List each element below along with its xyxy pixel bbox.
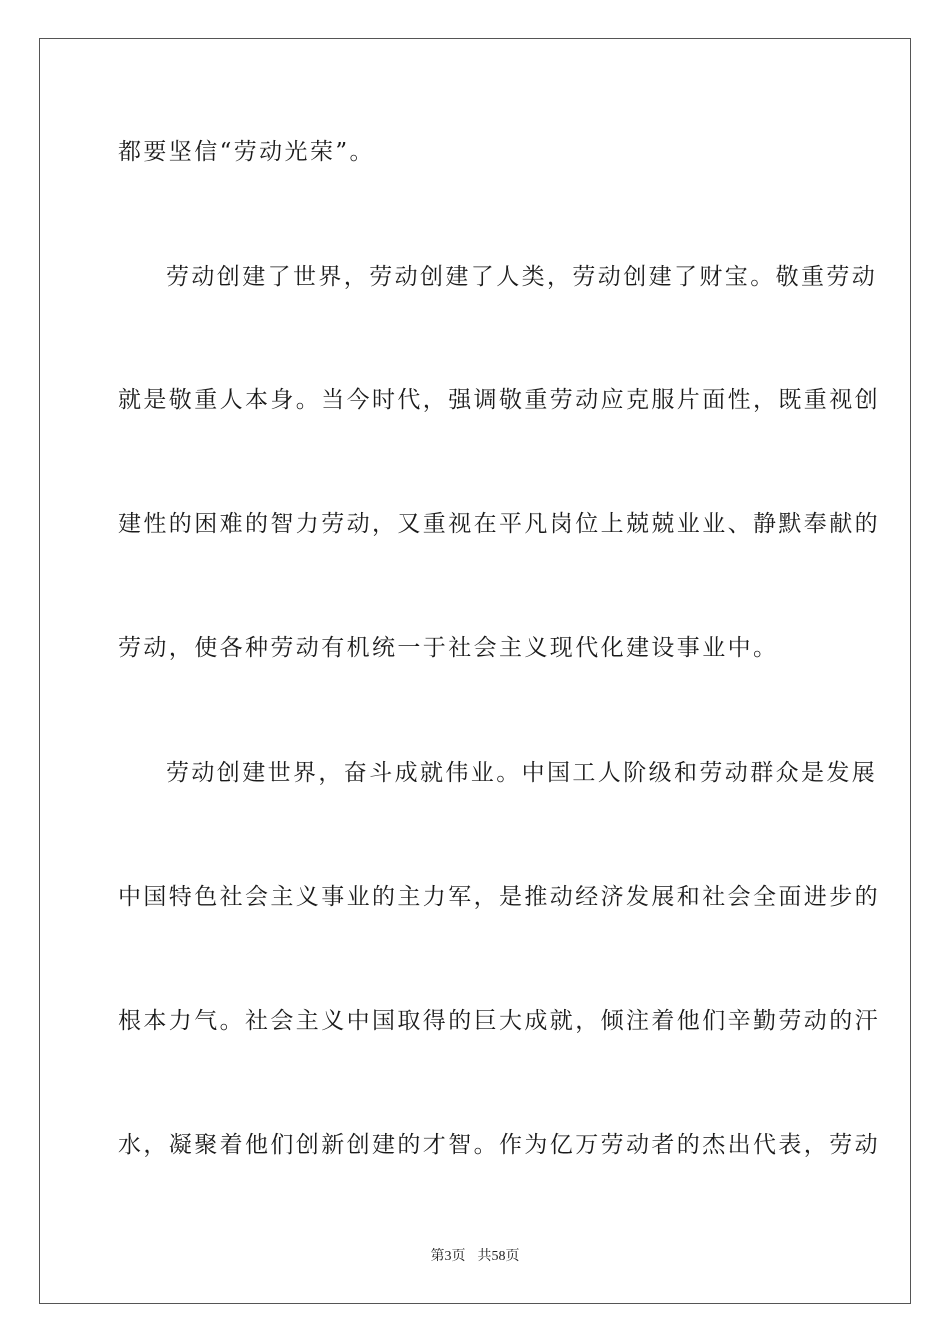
page-border — [39, 38, 911, 1304]
text-line: 根本力气。社会主义中国取得的巨大成就，倾注着他们辛勤劳动的汗 — [118, 1008, 880, 1034]
text-line: 就是敬重人本身。当今时代，强调敬重劳动应克服片面性，既重视创 — [118, 387, 880, 413]
text-line: 都要坚信“劳动光荣”。 — [118, 139, 375, 165]
text-line: 中国特色社会主义事业的主力军，是推动经济发展和社会全面进步的 — [118, 884, 880, 910]
text-line: 劳动创建世界，奋斗成就伟业。中国工人阶级和劳动群众是发展 — [166, 760, 878, 786]
text-line: 劳动，使各种劳动有机统一于社会主义现代化建设事业中。 — [118, 635, 779, 661]
text-line: 劳动创建了世界，劳动创建了人类，劳动创建了财宝。敬重劳动 — [166, 264, 878, 290]
text-line: 水，凝聚着他们创新创建的才智。作为亿万劳动者的杰出代表，劳动 — [118, 1132, 880, 1158]
page-number: 第3页 — [430, 1249, 466, 1264]
page-total: 共58页 — [477, 1249, 520, 1264]
page-footer — [0, 1248, 950, 1266]
text-line: 建性的困难的智力劳动，又重视在平凡岗位上兢兢业业、静默奉献的 — [118, 511, 880, 537]
